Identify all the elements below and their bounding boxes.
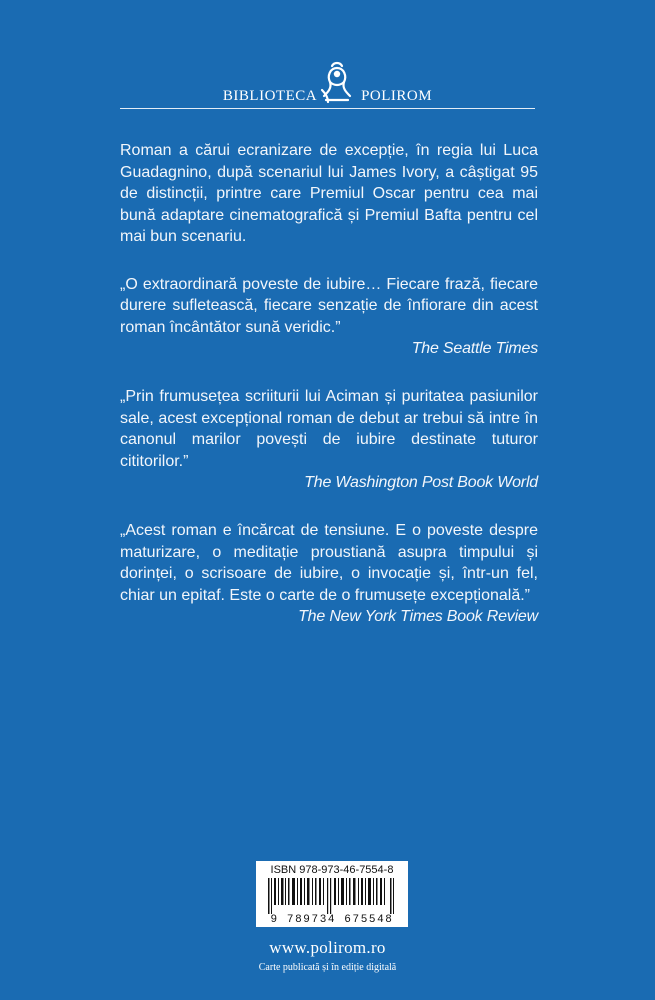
review-quote	[120, 274, 538, 361]
series-header	[120, 48, 535, 104]
review-quote	[120, 386, 538, 494]
quote-source: The New York Times Book Review	[298, 608, 538, 625]
quote-source: The Washington Post Book World	[304, 474, 538, 491]
intro-paragraph: Roman a cărui ecranizare de excepție, în regia lui Luca Guadagnino, după scenariul lui James Ivory, a câștigat 95 de distincții, printre care Premiul Oscar pentru cea mai bună adaptare cinematografică și Premiul Bafta pentru cel mai bun scenariu.	[120, 142, 538, 245]
quote-text: „Acest roman e încărcat de tensiune. E o poveste despre maturizare, o meditație proustiană asupra timpului și dorinței, o scrisoare de iubire, o invocație și, într-un fel, chiar un epitaf. Este o carte de o frumusețe excepțională.”	[120, 522, 538, 604]
back-cover-text	[120, 140, 538, 654]
isbn-label: ISBN 978-973-46-7554-8	[270, 864, 394, 876]
isbn-barcode-box	[256, 861, 408, 927]
series-left-word: BIBLIOTECA	[222, 88, 318, 104]
quote-text: „O extraordinară poveste de iubire… Fiecare frază, fiecare durere sufletească, fiecare senzație de înfiorare din acest roman încântător sună veridic.”	[120, 275, 538, 336]
header-divider	[120, 108, 535, 109]
series-right-word: POLIROM	[361, 88, 433, 104]
review-quote	[120, 520, 538, 628]
quote-source: The Seattle Times	[411, 340, 538, 357]
barcode	[266, 878, 398, 914]
series-title	[120, 88, 535, 105]
barcode-digits: 9 789734 675548	[270, 914, 394, 926]
publisher-url[interactable]: www.polirom.ro	[269, 938, 386, 957]
quote-text: „Prin frumusețea scriiturii lui Aciman și puritatea pasiunilor sale, acest excepțional roman de debut ar trebui să intre în canonul marilor povești de iubire destinate tuturor cititorilor.”	[120, 388, 538, 470]
digital-edition-note: Carte publicată și în ediție digitală	[258, 962, 397, 973]
